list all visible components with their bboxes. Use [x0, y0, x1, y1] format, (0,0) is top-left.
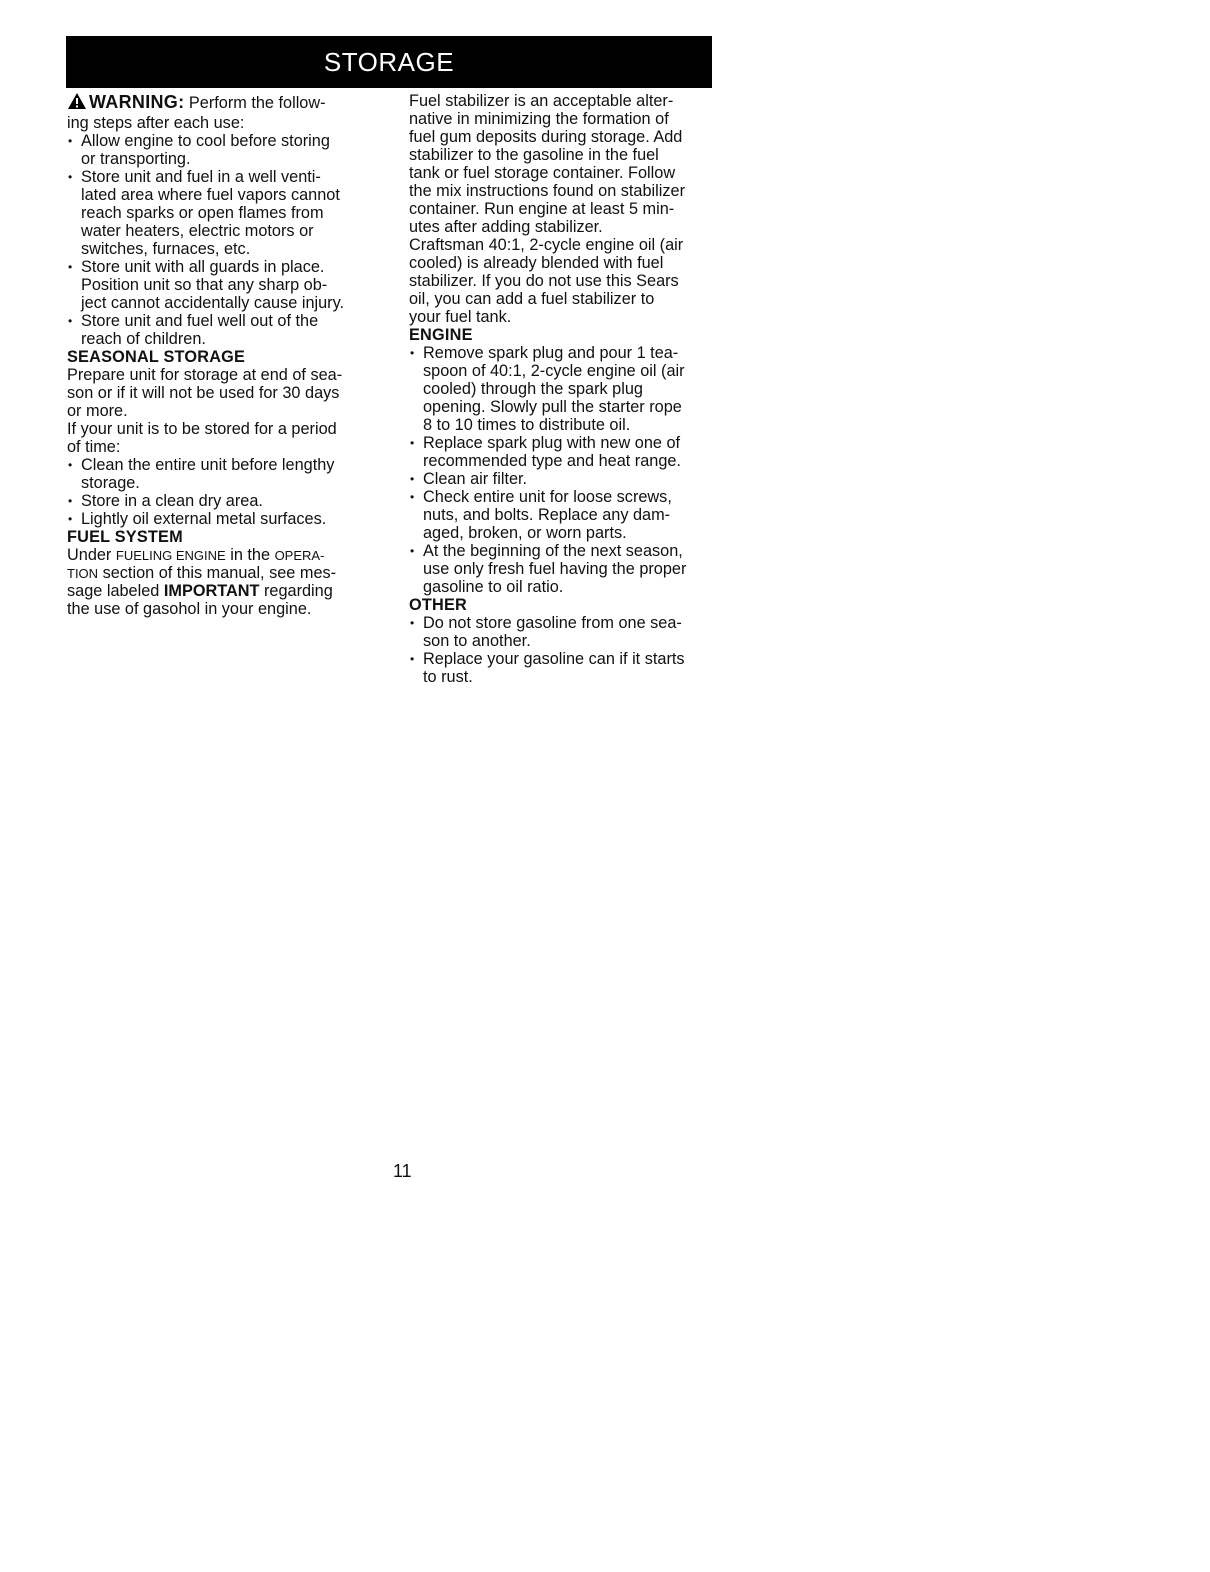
warning-line: [67, 92, 379, 114]
list-item-continuation: use only fresh fuel having the proper: [423, 560, 687, 578]
paragraph-line: Prepare unit for storage at end of sea-: [67, 366, 343, 384]
right-column: [409, 92, 721, 686]
list-item-continuation: aged, broken, or worn parts.: [423, 524, 627, 542]
list-item: • Store unit with all guards in place.: [68, 258, 325, 276]
list-item-continuation: or transporting.: [81, 150, 191, 168]
warning-text: Perform the follow-: [184, 94, 326, 112]
list-item: • Check entire unit for loose screws,: [410, 488, 672, 506]
paragraph-line: stabilizer. If you do not use this Sears: [409, 272, 679, 290]
warning-triangle-icon: [67, 92, 87, 110]
paragraph-line: cooled) is already blended with fuel: [409, 254, 664, 272]
paragraph-line: Under FUELING ENGINE in the OPERA-: [67, 546, 325, 564]
paragraph-line: of time:: [67, 438, 121, 456]
paragraph-line: fuel gum deposits during storage. Add: [409, 128, 683, 146]
list-item-continuation: ject cannot accidentally cause injury.: [81, 294, 345, 312]
paragraph-line: utes after adding stabilizer.: [409, 218, 603, 236]
paragraph-line: container. Run engine at least 5 min-: [409, 200, 675, 218]
section-title: STORAGE: [323, 46, 455, 77]
paragraph-line: native in minimizing the formation of: [409, 110, 669, 128]
list-item-continuation: cooled) through the spark plug: [423, 380, 643, 398]
list-item: • Store in a clean dry area.: [68, 492, 263, 510]
list-item-continuation: switches, furnaces, etc.: [81, 240, 251, 258]
engine-heading: ENGINE: [409, 326, 473, 344]
list-item-continuation: opening. Slowly pull the starter rope: [423, 398, 682, 416]
paragraph-line: the mix instructions found on stabilizer: [409, 182, 686, 200]
paragraph-line: tank or fuel storage container. Follow: [409, 164, 676, 182]
paragraph-line: Craftsman 40:1, 2-cycle engine oil (air: [409, 236, 684, 254]
list-item-continuation: nuts, and bolts. Replace any dam-: [423, 506, 671, 524]
list-item-continuation: son to another.: [423, 632, 531, 650]
paragraph-line: If your unit is to be stored for a period: [67, 420, 337, 438]
list-item-continuation: storage.: [81, 474, 140, 492]
list-item: • Store unit and fuel well out of the: [68, 312, 319, 330]
list-item: • Allow engine to cool before storing: [68, 132, 330, 150]
list-item: • Replace your gasoline can if it starts: [410, 650, 685, 668]
list-item: • Lightly oil external metal surfaces.: [68, 510, 327, 528]
list-item-continuation: lated area where fuel vapors cannot: [81, 186, 340, 204]
page-number: 11: [393, 1161, 412, 1181]
section-header-bar: [66, 36, 712, 88]
list-item: • Replace spark plug with new one of: [410, 434, 681, 452]
paragraph-line: your fuel tank.: [409, 308, 512, 326]
list-item-continuation: reach of children.: [81, 330, 206, 348]
other-heading: OTHER: [409, 596, 467, 614]
warning-text: ing steps after each use:: [67, 114, 245, 132]
list-item-continuation: reach sparks or open flames from: [81, 204, 324, 222]
list-item: • Clean the entire unit before lengthy: [68, 456, 335, 474]
paragraph-line: oil, you can add a fuel stabilizer to: [409, 290, 655, 308]
left-column: [67, 92, 379, 618]
list-item: • Store unit and fuel in a well venti-: [68, 168, 321, 186]
list-item: • At the beginning of the next season,: [410, 542, 683, 560]
warning-label: WARNING:: [89, 92, 185, 112]
paragraph-line: or more.: [67, 402, 128, 420]
fuel-system-heading: FUEL SYSTEM: [67, 528, 183, 546]
list-item: • Do not store gasoline from one sea-: [410, 614, 682, 632]
list-item-continuation: recommended type and heat range.: [423, 452, 681, 470]
paragraph-line: the use of gasohol in your engine.: [67, 600, 312, 618]
paragraph-line: sage labeled IMPORTANT regarding: [67, 582, 333, 600]
list-item-continuation: to rust.: [423, 668, 473, 686]
list-item-continuation: Position unit so that any sharp ob-: [81, 276, 328, 294]
paragraph-line: Fuel stabilizer is an acceptable alter-: [409, 92, 674, 110]
list-item: • Clean air filter.: [410, 470, 528, 488]
paragraph-line: son or if it will not be used for 30 days: [67, 384, 340, 402]
seasonal-storage-heading: SEASONAL STORAGE: [67, 348, 246, 366]
paragraph-line: TION section of this manual, see mes-: [67, 564, 337, 582]
list-item: • Remove spark plug and pour 1 tea-: [410, 344, 679, 362]
paragraph-line: stabilizer to the gasoline in the fuel: [409, 146, 659, 164]
list-item-continuation: spoon of 40:1, 2-cycle engine oil (air: [423, 362, 685, 380]
list-item-continuation: gasoline to oil ratio.: [423, 578, 564, 596]
list-item-continuation: 8 to 10 times to distribute oil.: [423, 416, 631, 434]
list-item-continuation: water heaters, electric motors or: [81, 222, 314, 240]
